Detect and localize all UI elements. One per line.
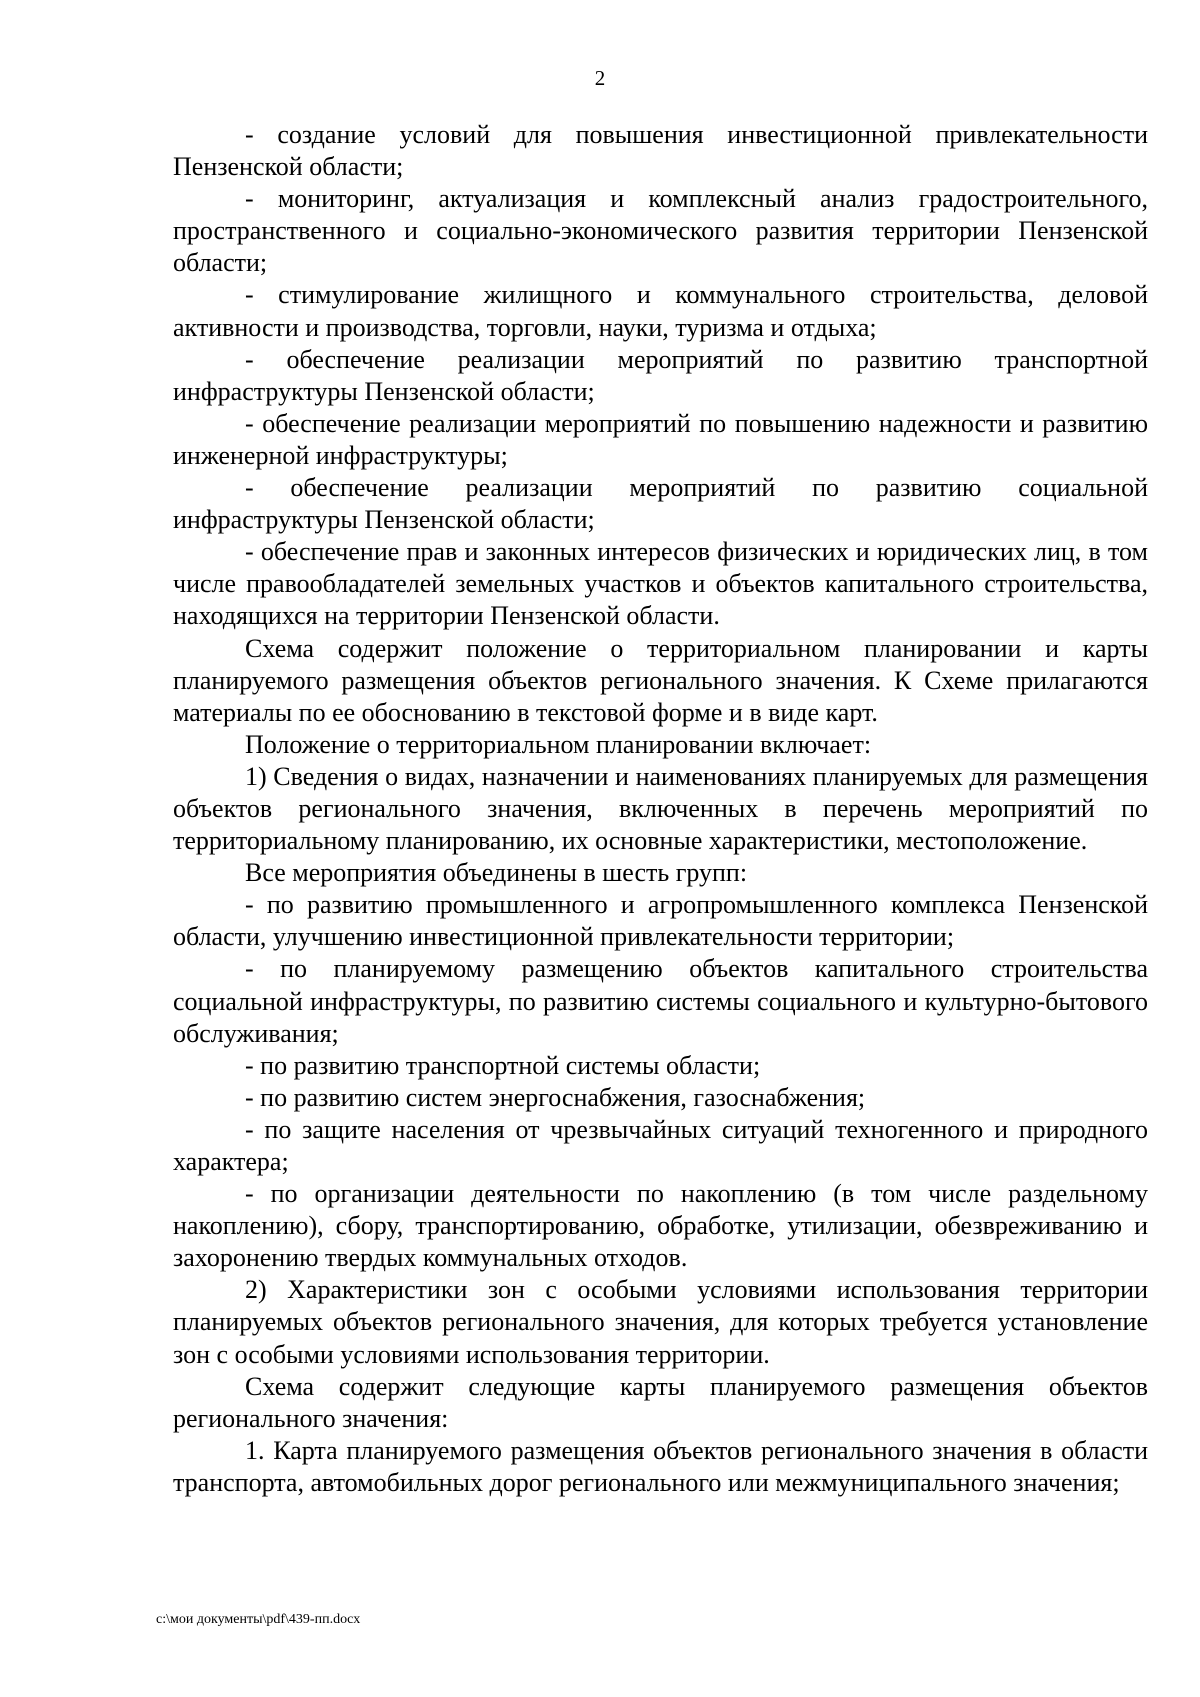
paragraph: - стимулирование жилищного и коммунального строительства, деловой активности и производства, торговли, науки, туризма и отдыха; xyxy=(173,280,1148,342)
paragraph: - обеспечение прав и законных интересов физических и юридических лиц, в том числе правообладателей земельных участков и объектов капитального строительства, находящихся на территории Пензенской области. xyxy=(173,537,1148,631)
paragraph: - обеспечение реализации мероприятий по повышению надежности и развитию инженерной инфраструктуры; xyxy=(173,408,1148,470)
paragraph: - обеспечение реализации мероприятий по развитию транспортной инфраструктуры Пензенской области; xyxy=(173,344,1148,406)
paragraph: - по защите населения от чрезвычайных ситуаций техногенного и природного характера; xyxy=(173,1114,1148,1176)
page-number: 2 xyxy=(594,66,606,90)
paragraph: Все мероприятия объединены в шесть групп: xyxy=(245,858,748,888)
paragraph: Схема содержит следующие карты планируемого размещения объектов регионального значения: xyxy=(173,1371,1148,1433)
paragraph: 1. Карта планируемого размещения объектов регионального значения в области транспорта, автомобильных дорог регионального или межмуниципального значения; xyxy=(173,1435,1148,1497)
paragraph: - по развитию транспортной системы области; xyxy=(245,1050,761,1080)
paragraph: Схема содержит положение о территориальном планировании и карты планируемого размещения объектов регионального значения. К Схеме прилагаются материалы по ее обоснованию в текстовой форме и в виде карт. xyxy=(173,633,1148,727)
paragraph: - создание условий для повышения инвестиционной привлекательности Пензенской области; xyxy=(173,120,1148,182)
footer-file-path: c:\мои документы\pdf\439-пп.docx xyxy=(156,1612,361,1627)
paragraph: - по организации деятельности по накоплению (в том числе раздельному накоплению), сбору, транспортированию, обработке, утилизации, обезвреживанию и захоронению твердых коммунальных отходов. xyxy=(173,1179,1148,1273)
paragraph: 1) Сведения о видах, назначении и наименованиях планируемых для размещения объектов регионального значения, включенных в перечень мероприятий по территориальному планированию, их основные характеристики, местоположение. xyxy=(173,761,1148,856)
paragraph: - обеспечение реализации мероприятий по развитию социальной инфраструктуры Пензенской области; xyxy=(173,473,1148,535)
paragraph: - мониторинг, актуализация и комплексный анализ градостроительного, пространственного и социально-экономического развития территории Пензенской области; xyxy=(173,184,1148,278)
paragraph: 2) Характеристики зон с особыми условиями использования территории планируемых объектов регионального значения, для которых требуется установление зон с особыми условиями использования территории. xyxy=(173,1275,1148,1369)
document-body xyxy=(173,119,1148,1499)
paragraph: Положение о территориальном планировании включает: xyxy=(245,729,872,759)
paragraph: - по планируемому размещению объектов капитального строительства социальной инфраструктуры, по развитию системы социального и культурно-бытового обслуживания; xyxy=(173,954,1148,1048)
paragraph: - по развитию промышленного и агропромышленного комплекса Пензенской области, улучшению инвестиционной привлекательности территории; xyxy=(173,890,1148,952)
paragraph: - по развитию систем энергоснабжения, газоснабжения; xyxy=(245,1082,866,1112)
